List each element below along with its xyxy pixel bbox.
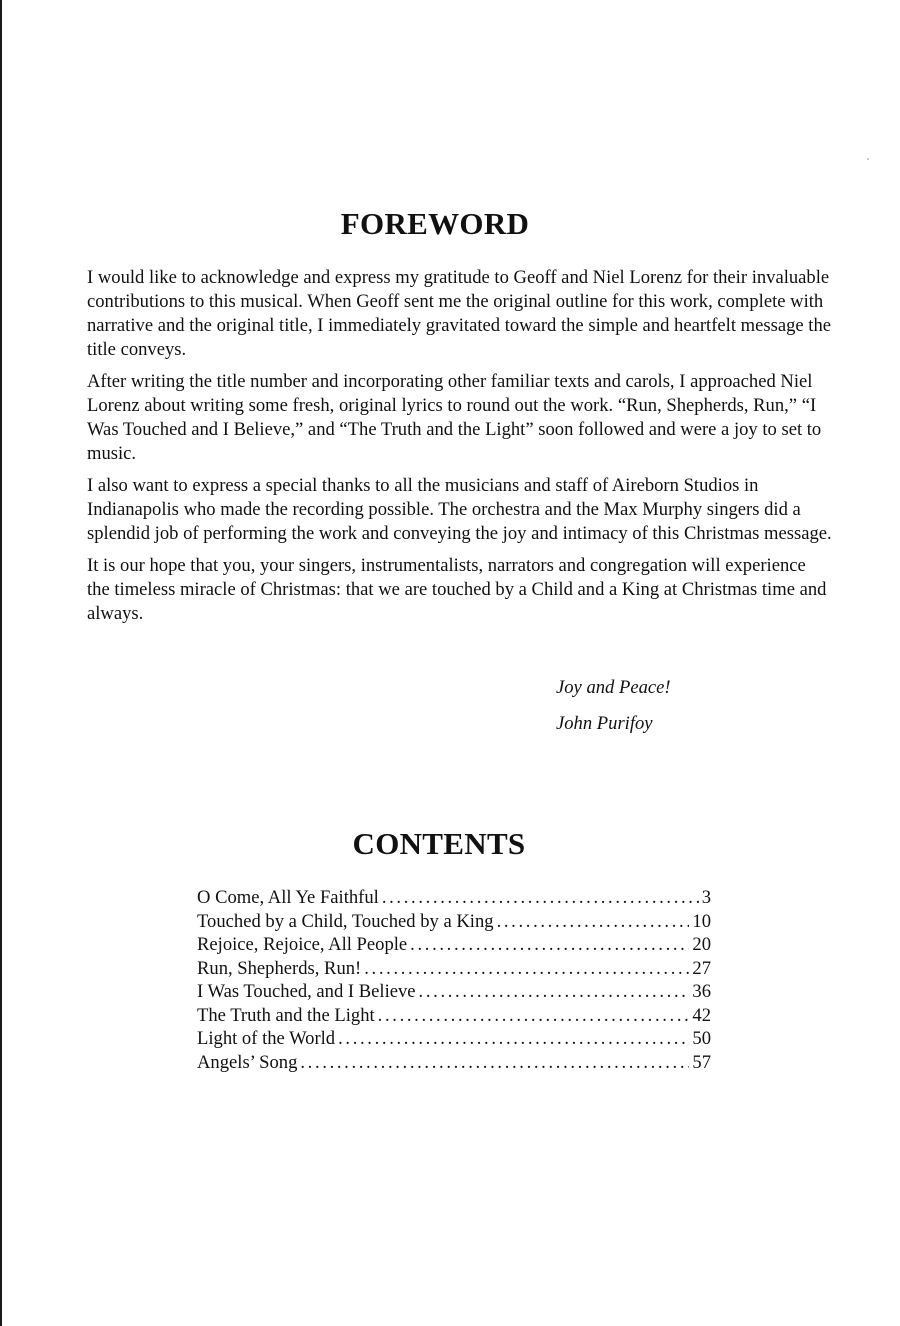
toc-entry-title: I Was Touched, and I Believe: [197, 981, 416, 1002]
foreword-paragraph: After writing the title number and incorporating other familiar texts and carols, I approached Niel Lorenz about writing some fresh, original lyrics to round out the work. “Run, Shepherds, Run,” “I Was Touched and I Believe,” and “The Truth and the Light” soon followed and were a joy to set to music.: [87, 371, 822, 464]
toc-dot-leader: [338, 1027, 689, 1051]
toc-entry: [197, 1004, 711, 1028]
toc-dot-leader: [300, 1051, 689, 1075]
foreword-body: [87, 266, 832, 634]
toc-dot-leader: [364, 957, 689, 981]
toc-entry-title: Touched by a Child, Touched by a King: [197, 910, 494, 932]
toc-entry-page: 36: [692, 981, 711, 1002]
contents-title: CONTENTS: [352, 826, 526, 861]
toc-entry: [197, 1051, 711, 1075]
toc-entry-title: Angels’ Song: [197, 1051, 298, 1073]
toc-entry: [197, 933, 711, 957]
toc-entry: [197, 980, 711, 1004]
toc-entry-title: Run, Shepherds, Run!: [197, 957, 362, 979]
toc-entry-page: 20: [692, 934, 711, 955]
signoff: [556, 676, 671, 748]
page-edge: [0, 0, 2, 1326]
toc-entry: [197, 957, 711, 981]
toc-entry: [197, 910, 711, 934]
toc-entry-page: 27: [692, 957, 711, 979]
toc-dot-leader: [378, 1004, 690, 1028]
table-of-contents: [197, 886, 711, 1074]
toc-entry: [197, 1027, 711, 1051]
toc-entry-title: Rejoice, Rejoice, All People: [197, 934, 408, 955]
toc-entry-page: 42: [692, 1004, 711, 1026]
closing-line: Joy and Peace!: [556, 677, 671, 698]
signature: John Purifoy: [556, 713, 653, 734]
foreword-title: FOREWORD: [340, 206, 530, 241]
toc-dot-leader: [497, 910, 690, 934]
toc-entry-title: The Truth and the Light: [197, 1004, 375, 1026]
toc-entry-page: 3: [701, 887, 711, 908]
scan-speck: [867, 158, 869, 160]
toc-entry-title: Light of the World: [197, 1028, 336, 1049]
toc-dot-leader: [419, 980, 690, 1004]
toc-entry-page: 50: [692, 1028, 711, 1049]
toc-entry-page: 57: [692, 1051, 711, 1073]
toc-entry-page: 10: [692, 910, 711, 932]
toc-entry-title: O Come, All Ye Faithful: [197, 887, 379, 908]
toc-dot-leader: [382, 886, 699, 910]
toc-dot-leader: [410, 933, 689, 957]
foreword-paragraph: I also want to express a special thanks to all the musicians and staff of Aireborn Studios in Indianapolis who made the recording possible. The orchestra and the Max Murphy singers did a splendid job of performing the work and conveying the joy and intimacy of this Christmas message.: [87, 475, 832, 544]
foreword-paragraph: It is our hope that you, your singers, instrumentalists, narrators and congregation will experience the timeless miracle of Christmas: that we are touched by a Child and a King at Christmas time and always.: [87, 555, 827, 624]
toc-entry: [197, 886, 711, 910]
foreword-paragraph: I would like to acknowledge and express my gratitude to Geoff and Niel Lorenz for their invaluable contributions to this musical. When Geoff sent me the original outline for this work, complete with narrative and the original title, I immediately gravitated toward the simple and heartfelt message the title conveys.: [87, 267, 831, 360]
